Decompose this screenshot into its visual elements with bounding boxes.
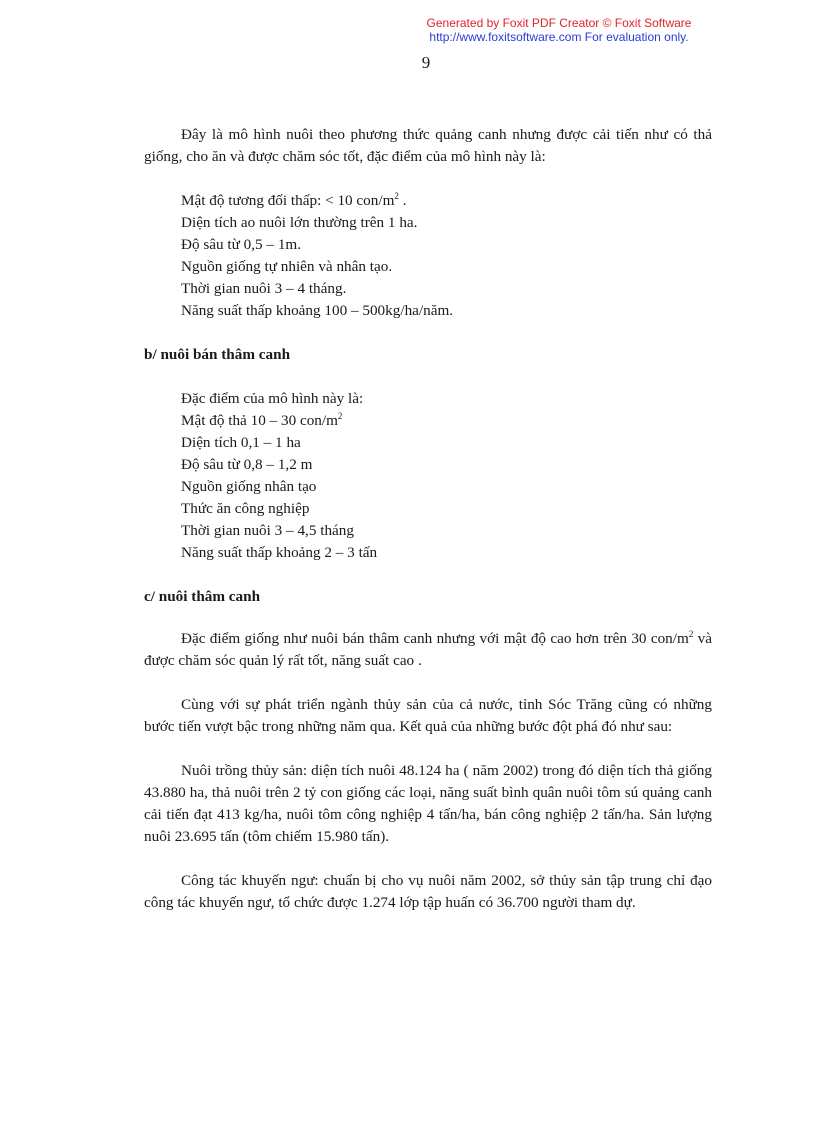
intro-paragraph: Đây là mô hình nuôi theo phương thức quảng canh nhưng được cải tiến như có thả giống, cho ăn và được chăm sóc tốt, đặc điểm của mô hình này là: <box>144 126 712 165</box>
paragraph-extension: Công tác khuyến ngư: chuẩn bị cho vụ nuôi năm 2002, sở thủy sản tập trung chỉ đạo công tác khuyến ngư, tổ chức được 1.274 lớp tập huấn có 36.700 người tham dự. <box>144 872 712 911</box>
page-number: 9 <box>421 53 431 72</box>
list-item: Thức ăn công nghiệp <box>181 500 310 517</box>
list-item: Đặc điểm của mô hình này là: <box>181 390 364 407</box>
list-item: Mật độ thả 10 – 30 con/$m^2$ <box>181 411 343 429</box>
paragraph-aquaculture: Nuôi trồng thủy sản: diện tích nuôi 48.124 ha ( năm 2002) trong đó diện tích thả giống 43.880 ha, thả nuôi trên 2 tỷ con giống các loại, năng suất bình quân nuôi tôm sú quảng canh cải tiến đạt 413 kg/ha, nuôi tôm công nghiệp 4 tấn/ha, bán công nghiệp 2 tấn/ha. Sản lượng nuôi 23.695 tấn (tôm chiếm 15.980 tấn). <box>144 762 712 845</box>
list-item: Độ sâu từ 0,8 – 1,2 m <box>181 456 313 473</box>
list-item: Nguồn giống nhân tạo <box>181 478 317 495</box>
list-item: Diện tích 0,1 – 1 ha <box>181 434 301 451</box>
list-item: Năng suất thấp khoảng 2 – 3 tấn <box>181 544 378 561</box>
semi-intensive-features-list <box>144 388 712 564</box>
extensive-features-list <box>144 190 712 322</box>
paragraph-development: Cùng với sự phát triển ngành thủy sản của cả nước, tỉnh Sóc Trăng cũng có những bước tiến vượt bậc trong những năm qua. Kết quả của những bước đột phá đó như sau: <box>144 696 712 735</box>
document-body <box>144 124 712 914</box>
list-item: Mật độ tương đối thấp: < 10 con/$m^2$ . <box>181 191 407 209</box>
section-c-paragraph: Đặc điểm giống như nuôi bán thâm canh nhưng với mật độ cao hơn trên 30 con/$m^2$ và được chăm sóc quản lý rất tốt, năng suất cao . <box>144 629 712 669</box>
foxit-watermark <box>404 16 714 44</box>
list-item: Diện tích ao nuôi lớn thường trên 1 ha. <box>181 214 418 231</box>
list-item: Nguồn giống tự nhiên và nhân tạo. <box>181 258 393 275</box>
section-c-heading: c/ nuôi thâm canh <box>144 588 261 605</box>
section-b-heading: b/ nuôi bán thâm canh <box>144 346 291 363</box>
list-item: Độ sâu từ 0,5 – 1m. <box>181 236 302 253</box>
watermark-line-1: Generated by Foxit PDF Creator © Foxit Software <box>426 16 692 30</box>
watermark-line-2[interactable]: http://www.foxitsoftware.com For evaluation only. <box>429 30 689 44</box>
list-item: Thời gian nuôi 3 – 4,5 tháng <box>181 522 354 539</box>
list-item: Thời gian nuôi 3 – 4 tháng. <box>181 280 347 297</box>
list-item: Năng suất thấp khoảng 100 – 500kg/ha/năm. <box>181 302 454 319</box>
